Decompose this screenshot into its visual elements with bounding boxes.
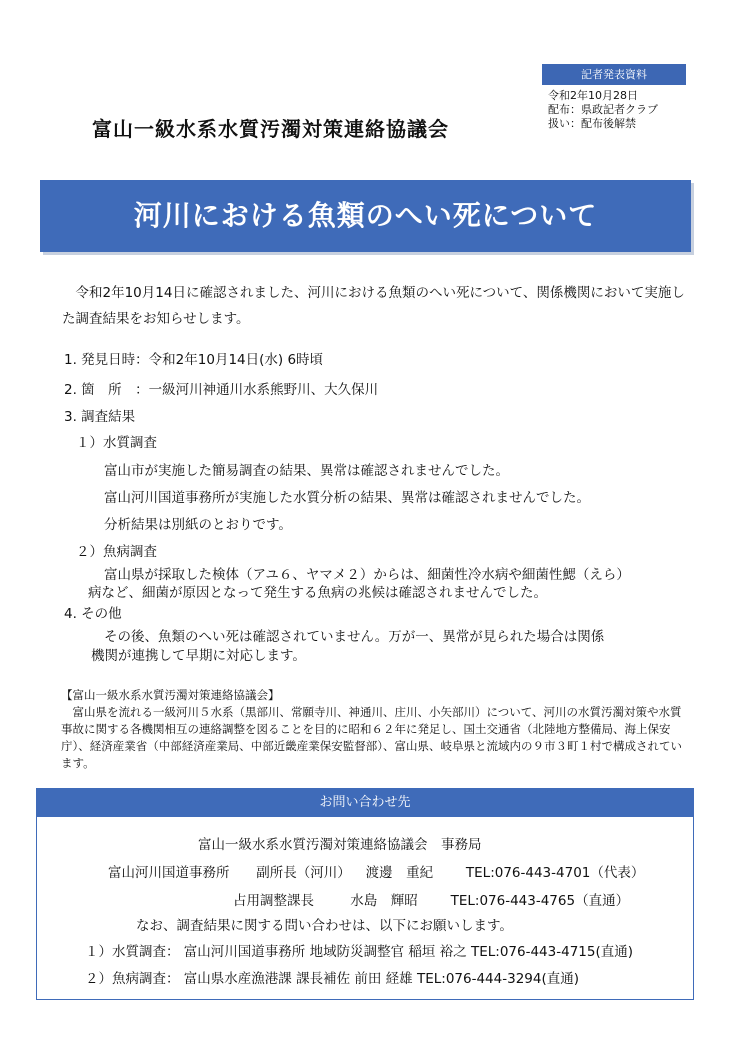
item-results-heading: 3. 調査結果: [64, 409, 136, 425]
inquiry-label: ２）魚病調査：: [85, 971, 180, 987]
inquiry-label: １）水質調査：: [85, 944, 180, 960]
inquiry-water-quality: [85, 943, 633, 961]
handling-note: 扱い：配布後解禁: [548, 117, 636, 130]
water-quality-line: 分析結果は別紙のとおりです。: [104, 517, 292, 533]
inquiry-note: なお、調査結果に関する問い合わせは、以下にお願いします。: [136, 918, 513, 934]
press-release-info: [548, 89, 658, 131]
other-line: 機関が連携して早期に対応します。: [91, 648, 306, 664]
contact-header: お問い合わせ先: [37, 789, 693, 817]
water-quality-line: 富山河川国道事務所が実施した水質分析の結果、異常は確認されませんでした。: [104, 490, 590, 506]
contact-org: 富山河川国道事務所: [108, 865, 230, 881]
fish-disease-heading: ２）魚病調査: [76, 544, 157, 560]
contact-role: 占用調整課長: [233, 893, 314, 909]
association-note: [61, 687, 691, 772]
inquiry-org: 富山河川国道事務所 地域防災調整官: [183, 944, 405, 960]
inquiry-org: 富山県水産漁港課 課長補佐: [183, 971, 351, 987]
main-title: 河川における魚類のへい死について: [133, 199, 598, 232]
intro-paragraph: 令和2年10月14日に確認されました、河川における魚類のへい死について、関係機関において実施した調査結果をお知らせします。: [62, 285, 685, 327]
main-title-banner: [40, 180, 691, 252]
water-quality-line: 富山市が実施した簡易調査の結果、異常は確認されませんでした。: [104, 463, 509, 479]
contact-person-1: [108, 864, 644, 882]
press-release-badge: 記者発表資料: [542, 64, 686, 85]
water-quality-heading: １）水質調査: [76, 435, 157, 451]
release-date: 令和2年10月28日: [548, 89, 638, 102]
contact-name: 水島 輝昭: [350, 893, 418, 909]
inquiry-name: 稲垣 裕之: [408, 944, 467, 960]
contact-role: 副所長（河川）: [256, 865, 351, 881]
association-body: 富山県を流れる一級河川５水系（黒部川、常願寺川、神通川、庄川、小矢部川）について、河川の水質汚濁対策や水質事故に関する各機関相互の連絡調整を図ることを目的に昭和６２年に発足し、国土交通省（北陸地方整備局、海上保安庁）、経済産業省（中部経済産業局、中部近畿産業保安監督部）、富山県、岐阜県と流域内の９市３町１村で構成されています。: [61, 705, 682, 770]
item-other-heading: 4. その他: [64, 606, 122, 622]
inquiry-name: 前田 経雄: [354, 971, 413, 987]
contact-name: 渡邊 重紀: [365, 865, 434, 881]
inquiry-fish-disease: [85, 970, 579, 988]
contact-office: 富山一級水系水質汚濁対策連絡協議会 事務局: [198, 837, 482, 853]
inquiry-phone[interactable]: TEL:076-443-4715(直通): [470, 944, 633, 960]
association-heading: 【富山一級水系水質汚濁対策連絡協議会】: [61, 688, 280, 702]
item-discovery-time: 1. 発見日時：令和2年10月14日(水) 6時頃: [64, 352, 324, 368]
contact-person-2: [233, 892, 629, 910]
organization-title: 富山一級水系水質汚濁対策連絡協議会: [92, 117, 449, 141]
inquiry-phone[interactable]: TEL:076-444-3294(直通): [416, 971, 579, 987]
other-line: その後、魚類のへい死は確認されていません。万が一、異常が見られた場合は関係: [104, 629, 605, 645]
contact-phone[interactable]: TEL:076-443-4701（代表）: [465, 865, 645, 881]
item-location: 2. 箇 所 ：一級河川神通川水系熊野川、大久保川: [64, 382, 379, 398]
contact-box: [36, 788, 694, 1000]
contact-phone[interactable]: TEL:076-443-4765（直通）: [450, 893, 630, 909]
fish-disease-line: 病など、細菌が原因となって発生する魚病の兆候は確認されませんでした。: [88, 585, 547, 601]
fish-disease-line: 富山県が採取した検体（アユ６、ヤマメ２）からは、細菌性冷水病や細菌性鰓（えら）: [104, 567, 630, 583]
distribution-note: 配布：県政記者クラブ: [548, 103, 658, 116]
